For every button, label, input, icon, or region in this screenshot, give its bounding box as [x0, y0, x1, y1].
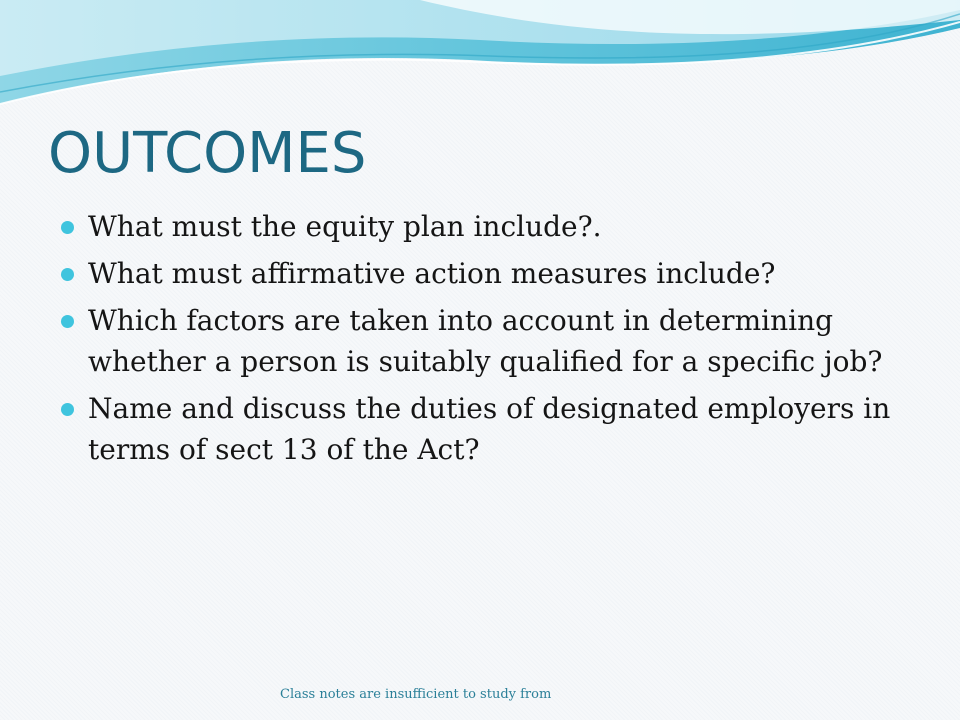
- bullet-dot-icon: [61, 268, 74, 281]
- slide-title: OUTCOMES: [48, 121, 367, 186]
- bullet-text: Name and discuss the duties of designated employers in terms of sect 13 of the Act?: [88, 392, 891, 466]
- slide-footer: Class notes are insufficient to study from: [280, 687, 552, 702]
- bullet-dot-icon: [61, 403, 74, 416]
- bullet-dot-icon: [61, 221, 74, 234]
- header-wave-decoration: [0, 0, 960, 120]
- bullet-item: [60, 300, 920, 382]
- bullet-list: [60, 206, 920, 476]
- bullet-item: [60, 388, 920, 470]
- bullet-dot-icon: [61, 315, 74, 328]
- bullet-text: Which factors are taken into account in determining whether a person is suitably qualified for a specific job?: [88, 304, 883, 378]
- bullet-text: What must affirmative action measures include?: [88, 257, 776, 290]
- bullet-item: [60, 206, 920, 247]
- bullet-item: [60, 253, 920, 294]
- bullet-text: What must the equity plan include?.: [88, 210, 602, 243]
